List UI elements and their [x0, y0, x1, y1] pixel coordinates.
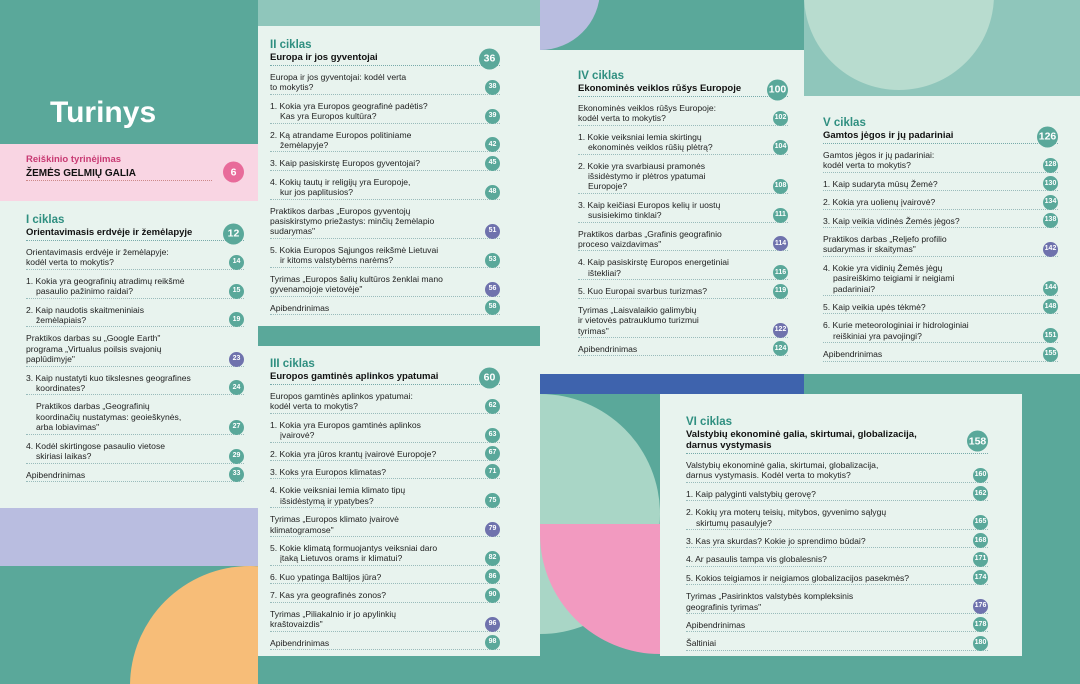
toc-entry[interactable] — [578, 161, 788, 194]
entry-list — [823, 150, 1058, 362]
page-number-badge: 51 — [485, 224, 500, 239]
page-number-badge: 98 — [485, 635, 500, 650]
entry-text: ir kitoms valstybėms narėms? — [280, 255, 394, 266]
cycle-panel-6 — [660, 394, 1022, 656]
entry-text: sudarymas" — [270, 226, 316, 237]
toc-entry[interactable] — [823, 150, 1058, 173]
toc-entry[interactable] — [26, 305, 244, 328]
page-number-badge: 48 — [485, 185, 500, 200]
entry-text: skirtumų pasaulyje? — [696, 517, 772, 528]
toc-entry[interactable] — [26, 373, 244, 396]
page-number-badge: 144 — [1043, 281, 1058, 296]
entry-text: 3. Kaip veikia vidinės Žemės jėgos? — [823, 215, 960, 226]
entry-text: kraštovaizdis" — [270, 619, 323, 630]
toc-entry[interactable] — [270, 391, 500, 414]
entry-text: Europos gamtinės aplinkos ypatumai: — [270, 391, 413, 401]
page-number-badge: 90 — [485, 588, 500, 603]
special-page-badge: 6 — [223, 162, 244, 183]
toc-entry[interactable] — [578, 286, 788, 298]
toc-entry[interactable] — [823, 320, 1058, 343]
page-number-badge: 15 — [229, 284, 244, 299]
cycle-header[interactable] — [270, 52, 500, 66]
toc-entry[interactable] — [270, 274, 500, 297]
page-number-badge: 39 — [485, 109, 500, 124]
page-number-badge: 119 — [773, 284, 788, 299]
entry-text: susisiekimo tinklai? — [588, 210, 662, 221]
page-number-badge: 33 — [229, 467, 244, 482]
page-number-badge: 124 — [773, 341, 788, 356]
entry-text: tyrimas" — [578, 325, 609, 336]
page-number-badge: 116 — [773, 265, 788, 280]
toc-entry[interactable] — [26, 276, 244, 299]
toc-entry[interactable] — [270, 72, 500, 95]
entry-text: Praktikos darbas „Grafinis geografinio — [578, 228, 722, 239]
cycle-title: IV ciklas — [578, 70, 625, 82]
page-number-badge: 165 — [973, 515, 988, 530]
entry-text: 4. Kokių tautų ir religijų yra Europoje, — [270, 176, 411, 187]
entry-text: Tyrimas „Pasirinktos valstybės kompleksinis — [686, 591, 854, 602]
page-number-badge: 114 — [773, 236, 788, 251]
entry-text: darnus vystymasis. Kodėl verta to mokytis? — [686, 470, 851, 481]
toc-entry[interactable] — [270, 467, 500, 479]
toc-entry[interactable] — [26, 247, 244, 270]
page-number-badge: 56 — [485, 282, 500, 297]
page-number-badge: 75 — [485, 493, 500, 508]
cycle-page-badge: 100 — [767, 79, 788, 100]
page-number-badge: 162 — [973, 486, 988, 501]
entry-text: 1. Kaip palyginti valstybių gerovę? — [686, 488, 816, 499]
entry-text: kodėl verta to mokytis? — [270, 401, 358, 412]
page-number-badge: 27 — [229, 420, 244, 435]
entry-text: 6. Kurie meteorologiniai ir hidrologiniai — [823, 320, 969, 331]
entry-text: kur jos paplitusios? — [280, 187, 354, 198]
bg-col3-top — [540, 0, 804, 50]
entry-text: Apibendrinimas — [578, 343, 638, 354]
bg-blue-bar — [540, 374, 804, 394]
toc-entry[interactable] — [270, 543, 500, 566]
toc-entry[interactable] — [686, 638, 988, 650]
cycle-panel-5 — [804, 96, 1080, 374]
page-number-badge: 111 — [773, 208, 788, 223]
page-number-badge: 102 — [773, 111, 788, 126]
cycle-header[interactable] — [823, 130, 1058, 144]
entry-text: 2. Kaip naudotis skaitmeniniais — [26, 304, 144, 315]
entry-text: Tyrimas „Europos klimato įvairovė — [270, 514, 399, 525]
toc-entry[interactable] — [26, 470, 244, 482]
entry-text: kodėl verta to mokytis? — [823, 160, 911, 171]
toc-entry[interactable] — [823, 302, 1058, 314]
entry-text: 1. Kokia yra Europos gamtinės aplinkos — [270, 419, 421, 430]
cycle-page-badge: 36 — [479, 48, 500, 69]
entry-text: Kas yra Europos kultūra? — [280, 111, 377, 122]
entry-text: 2. Ką atrandame Europos politiniame — [270, 129, 412, 140]
entry-text: Orientavimasis erdvėje ir žemėlapyje: — [26, 247, 169, 257]
toc-entry[interactable] — [578, 229, 788, 252]
page-number-badge: 79 — [485, 522, 500, 537]
cycle-page-badge: 12 — [223, 223, 244, 244]
toc-entry[interactable] — [270, 303, 500, 315]
entry-text: 5. Kaip veikia upės tėkmė? — [823, 302, 926, 313]
entry-list — [686, 460, 988, 651]
cycle-title: VI ciklas — [686, 416, 733, 428]
entry-text: pasaulio pažinimo raidai? — [36, 286, 133, 297]
entry-text: proceso vaizdavimas" — [578, 239, 662, 250]
entry-text: programa „Virtualus poilsis svajonių — [26, 343, 162, 354]
entry-text: koordinates? — [36, 383, 86, 394]
page-number-badge: 82 — [485, 551, 500, 566]
page-number-badge: 86 — [485, 569, 500, 584]
entry-text: gyvenamojoje vietovėje" — [270, 284, 363, 295]
bg-bottom-strip — [258, 656, 540, 684]
toc-entry[interactable] — [270, 514, 500, 537]
entry-text: klimatogramose" — [270, 524, 334, 535]
toc-entry[interactable] — [270, 572, 500, 584]
page-number-badge: 142 — [1043, 242, 1058, 257]
toc-entry[interactable] — [270, 420, 500, 443]
toc-entry[interactable] — [686, 460, 988, 483]
toc-entry[interactable] — [270, 130, 500, 153]
cycle-subtitle: darnus vystymasis — [686, 440, 772, 451]
page-number-badge: 155 — [1043, 347, 1058, 362]
cycle-title: III ciklas — [270, 358, 315, 370]
entry-text: išsidėstymo ir plėtros ypatumai — [588, 171, 706, 182]
entry-text: Apibendrinimas — [270, 637, 330, 648]
toc-entry[interactable] — [270, 158, 500, 170]
entry-text: įtaką Lietuvos orams ir klimatui? — [280, 553, 403, 564]
page-number-badge: 19 — [229, 312, 244, 327]
toc-entry[interactable] — [270, 206, 500, 239]
toc-entry[interactable] — [686, 591, 988, 614]
page-number-badge: 130 — [1043, 176, 1058, 191]
toc-entry[interactable] — [578, 344, 788, 356]
entry-text: įvairovė? — [280, 430, 315, 441]
toc-entry[interactable] — [578, 103, 788, 126]
page-number-badge: 148 — [1043, 299, 1058, 314]
toc-entry[interactable] — [270, 245, 500, 268]
entry-text: koordinačių nustatymas: geoieškynės, — [36, 411, 182, 422]
page-number-badge: 62 — [485, 399, 500, 414]
entry-text: žemėlapyje? — [280, 140, 329, 151]
entry-text: Apibendrinimas — [823, 349, 883, 360]
entry-text: 3. Koks yra Europos klimatas? — [270, 467, 387, 478]
bg-left-bottom — [0, 566, 258, 684]
entry-text: 4. Ar pasaulis tampa vis globalesnis? — [686, 554, 827, 565]
cycle-subtitle: Gamtos jėgos ir jų padariniai — [823, 130, 954, 141]
toc-entry[interactable] — [270, 449, 500, 461]
entry-list — [578, 103, 788, 356]
bg-col2-top — [258, 0, 540, 26]
entry-text: to mokytis? — [270, 82, 314, 93]
entry-text: 1. Kokie veiksniai lemia skirtingų — [578, 131, 702, 142]
entry-text: 5. Kokia Europos Sąjungos reikšmė Lietuvai — [270, 244, 439, 255]
entry-text: 2. Kokia yra jūros krantų įvairovė Europoje? — [270, 448, 437, 459]
entry-text: 1. Kaip sudaryta mūsų Žemė? — [823, 178, 938, 189]
toc-entry[interactable] — [686, 507, 988, 530]
toc-entry[interactable] — [270, 590, 500, 602]
toc-entry[interactable] — [578, 257, 788, 280]
page-number-badge: 96 — [485, 617, 500, 632]
toc-entry[interactable] — [578, 200, 788, 223]
entry-text: išsidėstymą ir ypatybes? — [280, 495, 374, 506]
toc-entry[interactable] — [686, 489, 988, 501]
page-number-badge: 128 — [1043, 158, 1058, 173]
toc-entry[interactable] — [823, 349, 1058, 361]
entry-text: geografinis tyrimas" — [686, 601, 762, 612]
toc-entry[interactable] — [270, 101, 500, 124]
cycle-subtitle: Europos gamtinės aplinkos ypatumai — [270, 371, 439, 382]
entry-text: Gamtos jėgos ir jų padariniai: — [823, 150, 935, 160]
toc-entry[interactable] — [686, 554, 988, 566]
cycle-panel-1 — [0, 201, 258, 508]
page-number-badge: 160 — [973, 468, 988, 483]
entry-text: Šaltiniai — [686, 638, 717, 649]
entry-text: 5. Kuo Europai svarbus turizmas? — [578, 286, 707, 297]
entry-text: Tyrimas „Europos šalių kultūros ženklai mano — [270, 273, 443, 284]
entry-text: reiškiniai yra pavojingi? — [833, 330, 922, 341]
entry-text: kodėl verta to mokytis? — [578, 113, 666, 124]
toc-entry[interactable] — [270, 609, 500, 632]
page-number-badge: 134 — [1043, 195, 1058, 210]
toc-entry[interactable] — [686, 573, 988, 585]
toc-entry[interactable] — [270, 485, 500, 508]
bg-col4-top — [804, 0, 1080, 96]
entry-text: Europoje? — [588, 181, 628, 192]
page-number-badge: 38 — [485, 80, 500, 95]
entry-text: 4. Kaip pasiskirstę Europos energetiniai — [578, 257, 729, 268]
page-number-badge: 67 — [485, 446, 500, 461]
entry-text: arba lobiavimas" — [36, 422, 100, 433]
entry-text: Praktikos darbas „Europos gyventojų — [270, 205, 411, 216]
page-number-badge: 168 — [973, 533, 988, 548]
page-number-badge: 176 — [973, 599, 988, 614]
page-number-badge: 14 — [229, 255, 244, 270]
page-number-badge: 180 — [973, 636, 988, 651]
entry-text: 4. Kokie veiksniai lemia klimato tipų — [270, 485, 406, 496]
cycle-title: V ciklas — [823, 117, 866, 129]
entry-text: 1. Kokia yra Europos geografinė padėtis? — [270, 100, 428, 111]
cycle-subtitle: Europa ir jos gyventojai — [270, 52, 378, 63]
entry-text: Tyrimas „Piliakalnio ir jo apylinkių — [270, 608, 397, 619]
entry-text: 1. Kokia yra geografinių atradimų reikšmė — [26, 275, 185, 286]
entry-text: Praktikos darbas su „Google Earth" — [26, 333, 161, 344]
page-number-badge: 58 — [485, 300, 500, 315]
entry-text: ir vietovės patrauklumo turizmui — [578, 315, 699, 326]
special-label: Reiškinio tyrinėjimas — [26, 154, 122, 165]
cycle-panel-3 — [258, 346, 540, 656]
entry-text: 5. Kokie klimatą formuojantys veiksniai daro — [270, 543, 438, 554]
entry-text: Ekonominės veiklos rūšys Europoje: — [578, 103, 717, 113]
entry-text: padariniai? — [833, 283, 876, 294]
entry-text: 3. Kaip pasiskirstę Europos gyventojai? — [270, 158, 420, 169]
entry-list — [26, 247, 244, 482]
entry-text: 4. Kodėl skirtingose pasaulio vietose — [26, 440, 166, 451]
toc-entry[interactable] — [26, 401, 244, 434]
toc-entry[interactable] — [823, 263, 1058, 296]
entry-list — [270, 72, 500, 315]
cycle-header[interactable] — [686, 429, 988, 454]
entry-text: ekonominės veiklos rūšių plėtrą? — [588, 142, 713, 153]
special-section[interactable] — [0, 144, 258, 201]
page-number-badge: 174 — [973, 570, 988, 585]
toc-entry[interactable] — [823, 197, 1058, 209]
entry-text: pasiskirstymo priežastys: minčių žemėlapio — [270, 216, 435, 227]
toc-entry[interactable] — [578, 132, 788, 155]
page-number-badge: 171 — [973, 552, 988, 567]
cycle-panel-4 — [540, 50, 804, 374]
cycle-subtitle: Valstybių ekonominė galia, skirtumai, globalizacija, — [686, 429, 917, 440]
toc-entry[interactable] — [686, 536, 988, 548]
page-number-badge: 108 — [773, 179, 788, 194]
cycle-subtitle: Orientavimasis erdvėje ir žemėlapyje — [26, 227, 193, 238]
entry-text: 2. Kokių yra moterų teisių, mitybos, gyvenimo sąlygų — [686, 507, 887, 518]
entry-text: 3. Kaip nustatyti kuo tikslesnes geografines — [26, 372, 191, 383]
entry-text: 4. Kokie yra vidinių Žemės jėgų — [823, 262, 943, 273]
entry-text: kodėl verta to mokytis? — [26, 257, 114, 268]
page-number-badge: 122 — [773, 323, 788, 338]
toc-entry[interactable] — [823, 179, 1058, 191]
toc-entry[interactable] — [686, 620, 988, 632]
page-number-badge: 23 — [229, 352, 244, 367]
entry-text: 7. Kas yra geografinės zonos? — [270, 590, 387, 601]
page-number-badge: 53 — [485, 253, 500, 268]
page-number-badge: 24 — [229, 380, 244, 395]
cycle-title: I ciklas — [26, 214, 65, 226]
bg-col3-bottom — [540, 394, 660, 684]
entry-text: paplūdimyje" — [26, 354, 75, 365]
page-number-badge: 42 — [485, 137, 500, 152]
cycle-title: II ciklas — [270, 39, 312, 51]
entry-text: pasireiškimo teigiami ir neigiami — [833, 273, 955, 284]
entry-text: Apibendrinimas — [686, 620, 746, 631]
entry-text: Europa ir jos gyventojai: kodėl verta — [270, 72, 407, 82]
toc-entry[interactable] — [578, 305, 788, 338]
bg-left-lavender — [0, 508, 258, 566]
toc-entry[interactable] — [823, 234, 1058, 257]
entry-list — [270, 391, 500, 650]
page-number-badge: 29 — [229, 449, 244, 464]
entry-text: žemėlapiais? — [36, 315, 87, 326]
cycle-header[interactable] — [578, 83, 788, 97]
toc-entry[interactable] — [270, 638, 500, 650]
entry-text: 5. Kokios teigiamos ir neigiamos globalizacijos pasekmės? — [686, 572, 910, 583]
entry-text: sudarymas ir skaitymas" — [823, 244, 916, 255]
entry-text: Praktikos darbas „Geografinių — [36, 401, 150, 412]
entry-text: Apibendrinimas — [270, 302, 330, 313]
entry-text: ištekliai? — [588, 267, 621, 278]
cycle-page-badge: 126 — [1037, 126, 1058, 147]
entry-text: skiriasi laikas? — [36, 451, 92, 462]
entry-text: Praktikos darbas „Reljefo profilio — [823, 234, 947, 245]
cycle-panel-2 — [258, 26, 540, 326]
toc-entry[interactable] — [26, 333, 244, 366]
entry-text: Tyrimas „Laisvalaikio galimybių — [578, 304, 697, 315]
entry-text: Apibendrinimas — [26, 469, 86, 480]
page-number-badge: 71 — [485, 464, 500, 479]
page-number-badge: 151 — [1043, 328, 1058, 343]
page-number-badge: 104 — [773, 140, 788, 155]
entry-text: 3. Kaip keičiasi Europos kelių ir uostų — [578, 199, 721, 210]
page-number-badge: 178 — [973, 617, 988, 632]
toc-entry[interactable] — [26, 441, 244, 464]
page-number-badge: 63 — [485, 428, 500, 443]
special-title: ŽEMĖS GELMIŲ GALIA — [26, 168, 212, 181]
entry-text: 2. Kokie yra svarbiausi pramonės — [578, 160, 706, 171]
cycle-subtitle: Ekonominės veiklos rūšys Europoje — [578, 83, 742, 94]
page-number-badge: 138 — [1043, 213, 1058, 228]
cycle-header[interactable] — [270, 371, 500, 385]
page-title: Turinys — [50, 96, 157, 129]
toc-entry[interactable] — [270, 177, 500, 200]
cycle-page-badge: 60 — [479, 367, 500, 388]
page-number-badge: 45 — [485, 156, 500, 171]
toc-entry[interactable] — [823, 216, 1058, 228]
entry-text: 6. Kuo ypatinga Baltijos jūra? — [270, 571, 382, 582]
entry-text: Valstybių ekonominė galia, skirtumai, globalizacija, — [686, 460, 879, 470]
entry-text: 2. Kokia yra uolienų įvairovė? — [823, 197, 936, 208]
entry-text: 3. Kas yra skurdas? Kokie jo sprendimo būdai? — [686, 536, 866, 547]
cycle-header[interactable] — [26, 227, 244, 241]
cycle-page-badge: 158 — [967, 431, 988, 452]
